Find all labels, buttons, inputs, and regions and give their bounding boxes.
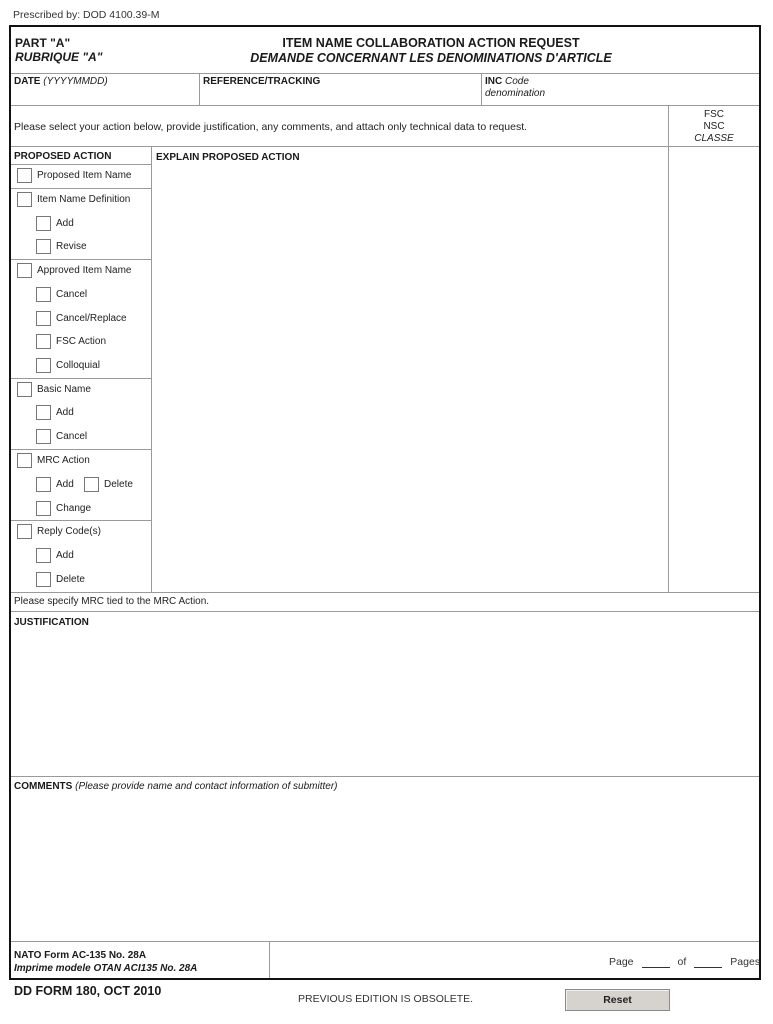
obsolete-notice: PREVIOUS EDITION IS OBSOLETE. <box>298 993 474 1005</box>
divider <box>151 146 152 592</box>
nato-form-id: NATO Form AC-135 No. 28A Imprime modele OTAN ACI135 No. 28A <box>14 950 198 974</box>
page-number-input[interactable] <box>642 957 670 968</box>
checkbox[interactable] <box>36 334 51 349</box>
checkbox[interactable] <box>17 263 32 278</box>
instructions: Please select your action below, provide justification, any comments, and attach only technical data to request. <box>14 121 528 133</box>
checkbox-reply-codes[interactable]: Reply Code(s) <box>17 524 101 539</box>
prescribed-by: Prescribed by: DOD 4100.39-M <box>13 9 160 21</box>
checkbox-approved-cancel[interactable]: Cancel <box>36 287 87 302</box>
checkbox-approved-cancel-replace[interactable]: Cancel/Replace <box>36 311 127 326</box>
divider <box>11 164 151 165</box>
divider <box>269 941 270 978</box>
fsc-label: FSC NSC CLASSE <box>694 109 734 144</box>
checkbox[interactable] <box>17 192 32 207</box>
part-en: PART "A" <box>15 36 71 50</box>
divider <box>11 520 151 521</box>
divider <box>11 259 151 260</box>
checkbox-proposed-item-name[interactable]: Proposed Item Name <box>17 168 132 183</box>
divider <box>11 378 151 379</box>
divider <box>11 941 759 942</box>
title-en: ITEM NAME COLLABORATION ACTION REQUEST <box>282 36 580 50</box>
checkbox-item-name-definition[interactable]: Item Name Definition <box>17 192 130 207</box>
title-fr: DEMANDE CONCERNANT LES DENOMINATIONS D'ARTICLE <box>250 51 612 65</box>
checkbox[interactable] <box>36 311 51 326</box>
checkbox[interactable] <box>36 287 51 302</box>
checkbox-approved-colloquial[interactable]: Colloquial <box>36 358 100 373</box>
divider <box>11 73 759 74</box>
reset-button[interactable]: Reset <box>565 989 670 1011</box>
checkbox-approved-fsc-action[interactable]: FSC Action <box>36 334 106 349</box>
date-label: DATE (YYYYMMDD) <box>14 76 108 87</box>
checkbox-definition-revise[interactable]: Revise <box>36 239 87 254</box>
divider <box>11 146 759 147</box>
checkbox-mrc-delete[interactable]: Delete <box>84 477 133 492</box>
page-counter: Page of Pages <box>609 956 761 968</box>
checkbox-basic-cancel[interactable]: Cancel <box>36 429 87 444</box>
divider <box>199 73 200 105</box>
date-input[interactable] <box>14 89 198 105</box>
inc-input[interactable] <box>561 82 755 102</box>
comments-input[interactable] <box>14 795 758 941</box>
checkbox[interactable] <box>36 548 51 563</box>
checkbox-reply-delete[interactable]: Delete <box>36 572 85 587</box>
mrc-note: Please specify MRC tied to the MRC Action. <box>14 596 210 607</box>
checkbox-definition-add[interactable]: Add <box>36 216 74 231</box>
divider <box>11 188 151 189</box>
checkbox[interactable] <box>36 429 51 444</box>
checkbox-reply-add[interactable]: Add <box>36 548 74 563</box>
divider <box>11 611 759 612</box>
divider <box>668 105 669 592</box>
checkbox-mrc-action[interactable]: MRC Action <box>17 453 90 468</box>
justification-input[interactable] <box>14 631 758 775</box>
checkbox-mrc-add[interactable]: Add <box>36 477 74 492</box>
checkbox[interactable] <box>36 358 51 373</box>
explain-action-header: EXPLAIN PROPOSED ACTION <box>156 152 300 163</box>
checkbox[interactable] <box>84 477 99 492</box>
explain-action-input[interactable] <box>156 167 665 591</box>
checkbox-basic-name[interactable]: Basic Name <box>17 382 91 397</box>
checkbox[interactable] <box>36 501 51 516</box>
checkbox[interactable] <box>17 524 32 539</box>
divider <box>11 105 759 106</box>
form-title <box>151 36 711 66</box>
divider <box>11 449 151 450</box>
checkbox[interactable] <box>36 405 51 420</box>
comments-label: COMMENTS (Please provide name and contact information of submitter) <box>14 781 338 792</box>
checkbox-mrc-change[interactable]: Change <box>36 501 91 516</box>
proposed-action-header: PROPOSED ACTION <box>14 151 112 162</box>
reference-input[interactable] <box>203 89 482 105</box>
checkbox[interactable] <box>17 382 32 397</box>
form-frame <box>9 25 761 980</box>
reference-label: REFERENCE/TRACKING <box>203 76 321 87</box>
divider <box>481 73 482 105</box>
total-pages-input[interactable] <box>694 957 722 968</box>
checkbox[interactable] <box>17 168 32 183</box>
checkbox[interactable] <box>17 453 32 468</box>
checkbox[interactable] <box>36 477 51 492</box>
fsc-input[interactable] <box>671 149 759 593</box>
part-fr: RUBRIQUE "A" <box>15 50 103 64</box>
dd-form-id: DD FORM 180, OCT 2010 <box>14 984 162 998</box>
divider <box>11 776 759 777</box>
justification-label: JUSTIFICATION <box>14 617 89 628</box>
part-label <box>15 36 102 64</box>
checkbox-basic-add[interactable]: Add <box>36 405 74 420</box>
checkbox-approved-item-name[interactable]: Approved Item Name <box>17 263 132 278</box>
divider <box>11 592 759 593</box>
checkbox[interactable] <box>36 239 51 254</box>
checkbox[interactable] <box>36 216 51 231</box>
inc-label: INC Code denomination <box>485 76 546 99</box>
checkbox[interactable] <box>36 572 51 587</box>
